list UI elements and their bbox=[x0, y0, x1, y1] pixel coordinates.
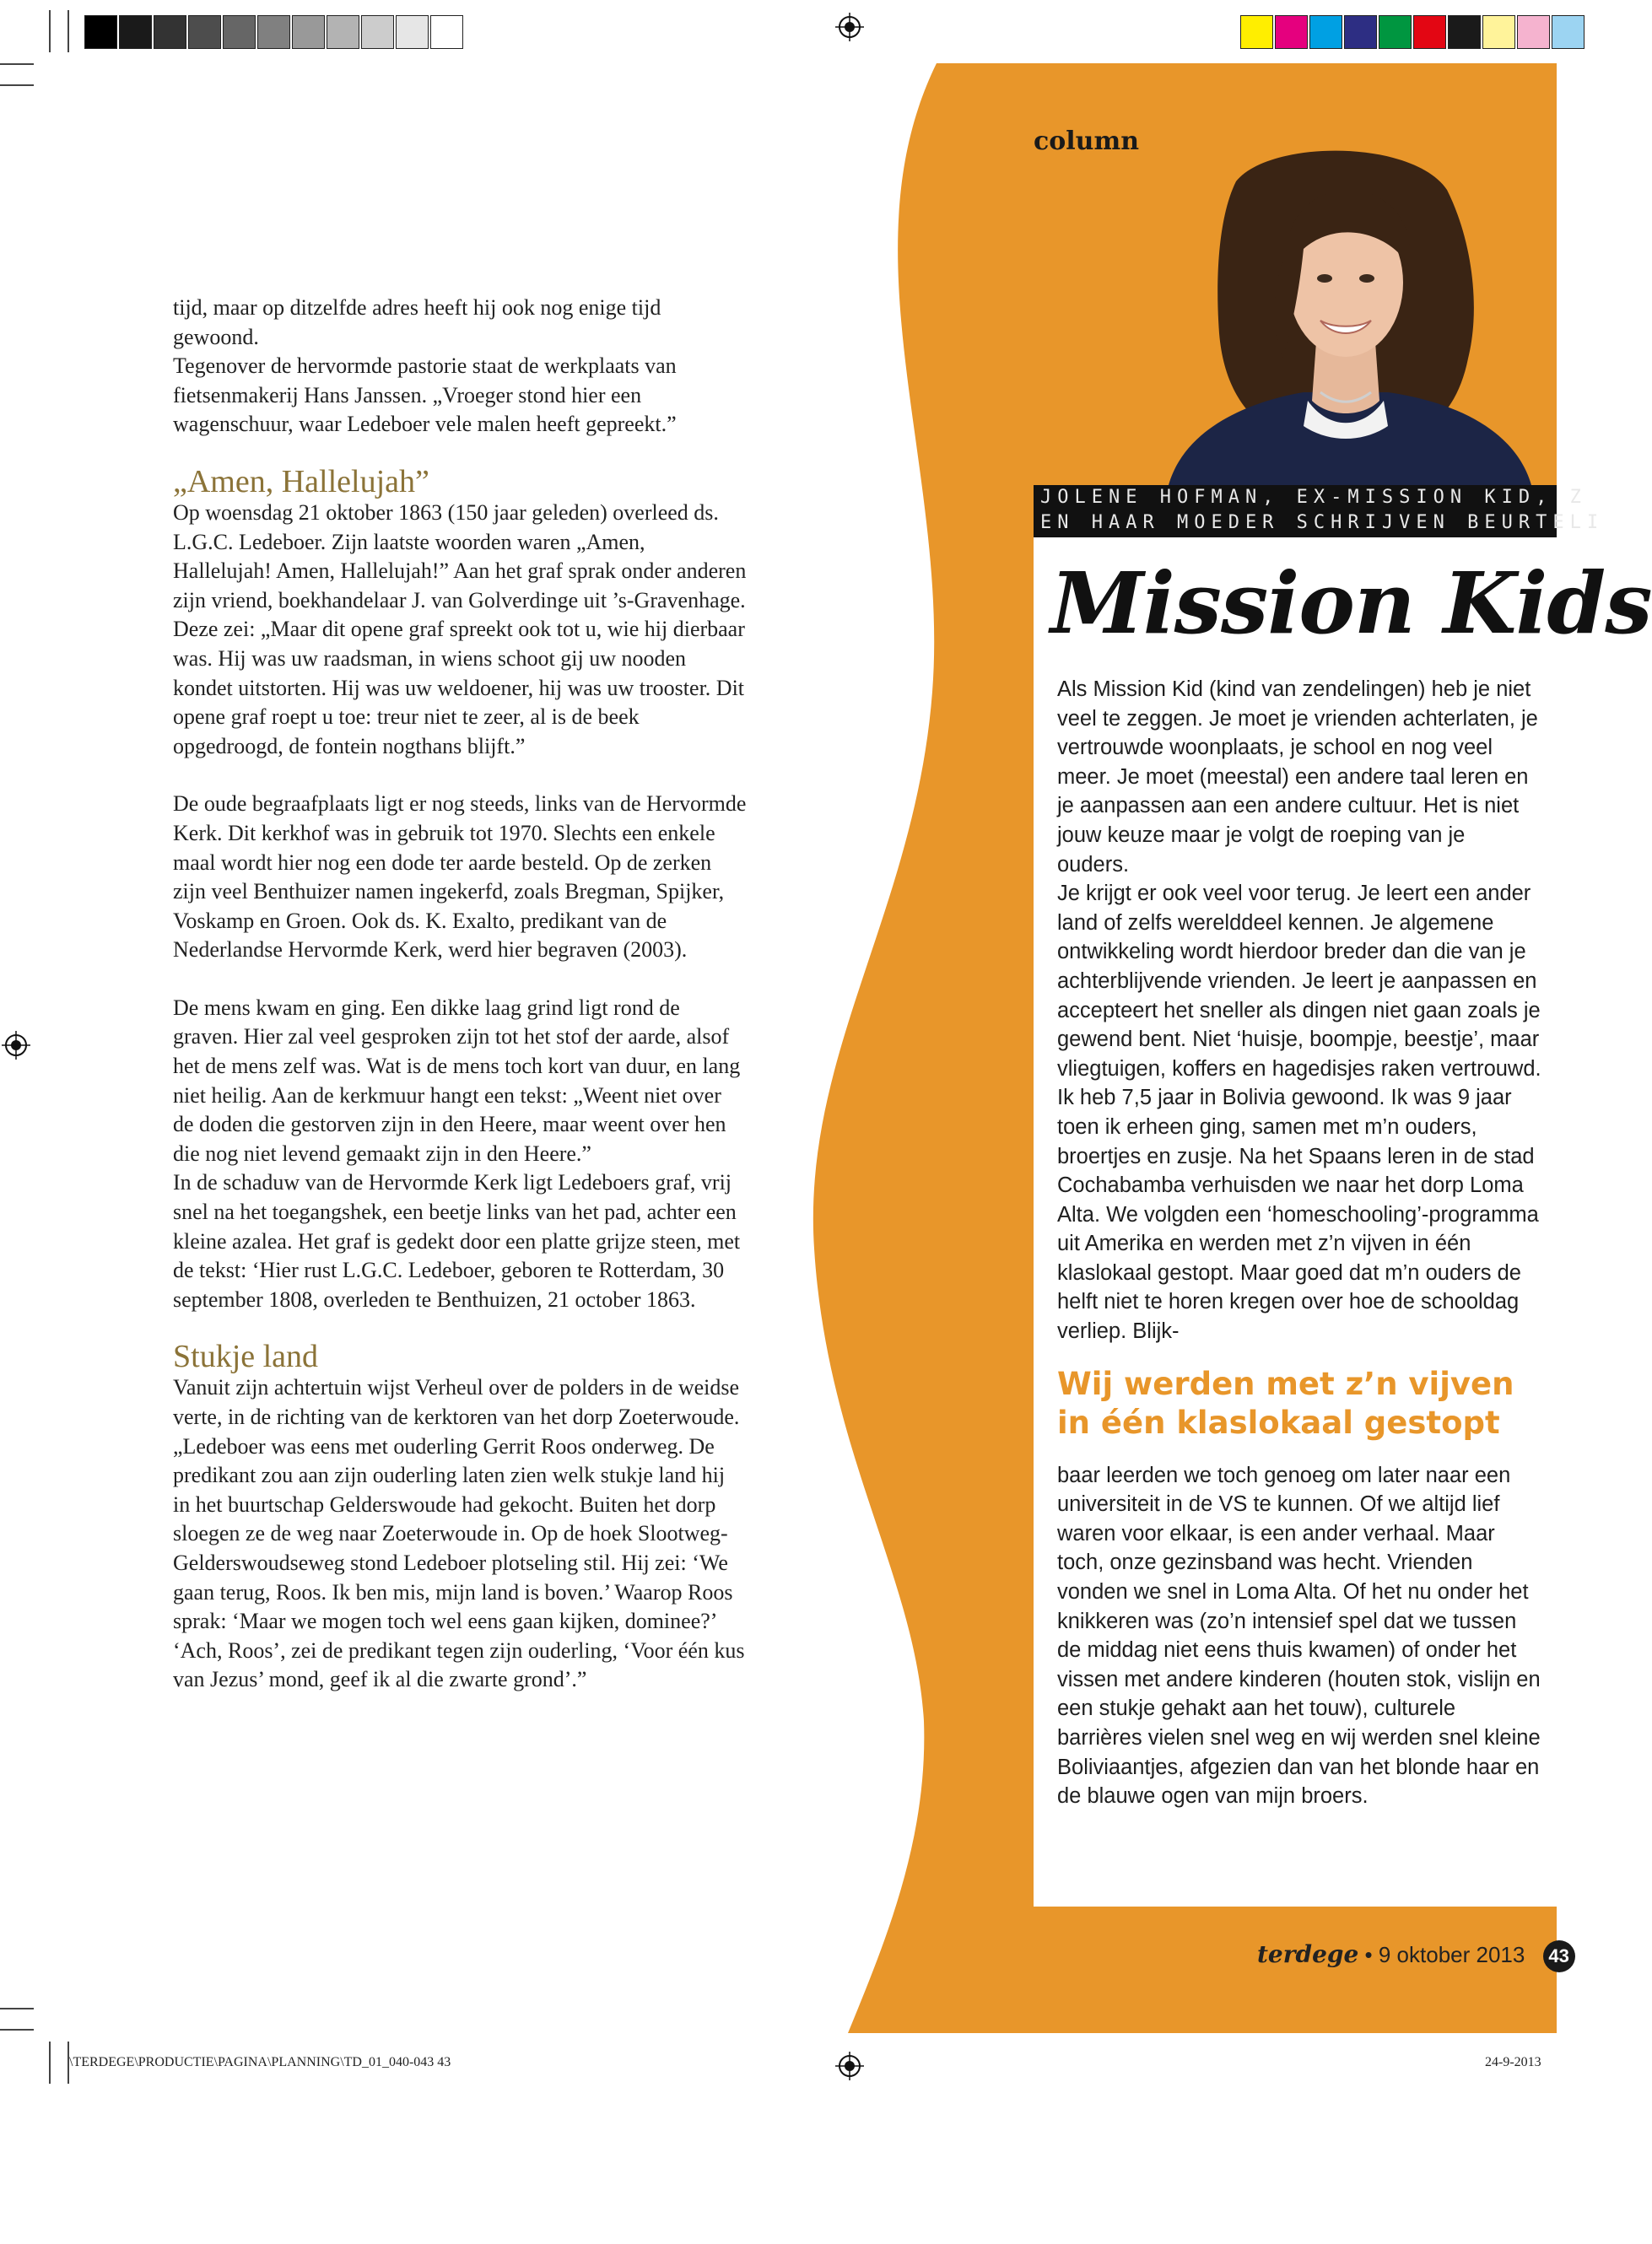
paragraph-gap bbox=[173, 965, 747, 994]
article-paragraph: Tegenover de hervormde pastorie staat de werkplaats van fietsenmakerij Hans Janssen. „Vroeger stond hier een wagenschuur, waar Ledeboer vele malen heeft gepreekt.” bbox=[173, 353, 677, 437]
column-paragraph: baar leerden we toch genoeg om later naar een universiteit in de VS te kunnen. Of we altijd lief waren voor elkaar, is een ander verhaal. Maar toch, onze gezinsband was hecht. Vrienden vonden we snel in Loma Alta. Of het nu onder het knikkeren was (zo’n intensief spel dat we tussen de middag niet eens thuis kwamen) of onder het vissen met andere kinderen (houten stok, vislijn en een stukje gehakt aan het touw), culturele barrières vielen snel weg en wij werden snel kleine Boliviaantjes, afgezien dan van het blonde haar en de blauwe ogen van mijn broers. bbox=[1057, 1463, 1541, 1809]
article-paragraph: tijd, maar op ditzelfde adres heeft hij ook nog enige tijd gewoond. bbox=[173, 295, 661, 349]
page-number-badge: 43 bbox=[1543, 1940, 1575, 1972]
color-swatch bbox=[257, 15, 290, 49]
crop-mark bbox=[0, 63, 34, 65]
crop-mark bbox=[0, 84, 34, 86]
article-paragraph: In de schaduw van de Hervormde Kerk ligt Ledeboers graf, vrij snel na het toegangshek, een beetje links van het pad, achter een kleine azalea. Het graf is gedekt door een platte grijze steen, met de tekst: ‘Hier rust L.G.C. Ledeboer, geboren te Rotterdam, 30 september 1808, overleden te Benthuizen, 21 october 1863. bbox=[173, 1170, 741, 1312]
color-swatch bbox=[188, 15, 221, 49]
color-swatch bbox=[327, 15, 359, 49]
color-swatch bbox=[361, 15, 394, 49]
registration-mark-icon bbox=[835, 2052, 864, 2080]
section-heading-stukje-land: Stukje land bbox=[173, 1339, 319, 1375]
color-swatch bbox=[119, 15, 152, 49]
intro-paragraphs bbox=[173, 294, 747, 440]
slug-date: 24-9-2013 bbox=[1485, 2055, 1541, 2069]
color-swatch bbox=[1379, 15, 1412, 49]
column-paragraph: Als Mission Kid (kind van zendelingen) heb je niet veel te zeggen. Je moet je vrienden achterlaten, je vertrouwde woonplaats, je school en nog veel meer. Je moet (meestal) een andere taal leren en je aanpassen aan een andere cultuur. Het is niet jouw keuze maar je volgt de roeping van je ouders. bbox=[1057, 677, 1538, 877]
color-swatch bbox=[1517, 15, 1550, 49]
byline-line-2: EN HAAR MOEDER SCHRIJVEN BEURTELI bbox=[1040, 512, 1605, 533]
color-swatch bbox=[1275, 15, 1308, 49]
color-swatch bbox=[430, 15, 463, 49]
page-footer bbox=[1257, 1940, 1575, 1972]
section-heading-amen: „Amen, Hallelujah” bbox=[173, 463, 429, 499]
issue-date: 9 oktober 2013 bbox=[1378, 1942, 1525, 1967]
footer-separator: • bbox=[1364, 1942, 1373, 1967]
color-swatch bbox=[223, 15, 256, 49]
byline-line-1: JOLENE HOFMAN, EX-MISSION KID, Z bbox=[1040, 487, 1587, 508]
color-swatch bbox=[1309, 15, 1342, 49]
crop-mark bbox=[49, 10, 51, 52]
color-swatch bbox=[1344, 15, 1377, 49]
color-swatch bbox=[1448, 15, 1481, 49]
color-swatch bbox=[1482, 15, 1515, 49]
crop-mark bbox=[49, 2042, 51, 2084]
column-paragraphs-after-quote bbox=[1057, 1461, 1542, 1811]
article-left-column bbox=[173, 294, 747, 1695]
column-title: Mission Kids bbox=[1050, 553, 1652, 653]
article-paragraph: Op woensdag 21 oktober 1863 (150 jaar geleden) overleed ds. L.G.C. Ledeboer. Zijn laatste woorden waren „Amen, Hallelujah! Amen, Hallelujah!” Aan het graf sprak onder anderen zijn vriend, boekhandelaar J. van Golverdinge uit ’s-Gravenhage. Deze zei: „Maar dit opene graf spreekt ook tot u, wie hij dierbaar was. Hij was uw raadsman, in wiens schoot gij uw nooden kondet uitstorten. Hij was uw weldoener, hij was uw trooster. Dit opene graf roept u toe: treur niet te zeer, al is de beek opgedroogd, de fontein nogthans blijft.” bbox=[173, 499, 747, 758]
crop-mark bbox=[0, 2008, 34, 2009]
article-paragraph: De mens kwam en ging. Een dikke laag grind ligt rond de graven. Hier zal veel gesproken zijn tot het stof der aarde, alsof het de mens zelf was. Wat is de mens toch kort van duur, en lang niet heilig. Aan de kerkmuur hangt een tekst: „Weent niet over de doden die gestorven zijn in den Heere, maar weent over hen die nog niet levend gemaakt zijn in den Heere.” bbox=[173, 995, 741, 1166]
section1-paragraphs bbox=[173, 499, 747, 1314]
color-swatch bbox=[84, 15, 117, 49]
magazine-brand: terdege bbox=[1257, 1940, 1359, 1968]
slug-file-path: \TERDEGE\PRODUCTIE\PAGINA\PLANNING\TD_01_040-043 43 bbox=[69, 2055, 451, 2069]
color-swatch bbox=[1240, 15, 1273, 49]
section2-paragraphs bbox=[173, 1373, 747, 1695]
column-label: column bbox=[1034, 127, 1140, 156]
registration-mark-icon bbox=[2, 1031, 30, 1060]
column-body-text bbox=[1057, 675, 1542, 1811]
article-paragraph: Vanuit zijn achtertuin wijst Verheul over de polders in de weidse verte, in de richting van de kerktoren van het dorp Zoeterwoude. „Ledeboer was eens met ouderling Gerrit Roos onderweg. De predikant zou aan zijn ouderling laten zien welk stukje land hij in het buurtschap Gelderswoude had gekocht. Buiten het dorp sloegen ze de weg naar Zoeterwoude in. Op de hoek Slootweg-Gelderswoudseweg stond Ledeboer plotseling stil. Hij zei: ‘We gaan terug, Roos. Ik ben mis, mijn land is boven.’ Waarop Roos sprak: ‘Maar we mogen toch wel eens gaan kijken, dominee?’ ‘Ach, Roos’, zei de predikant tegen zijn ouderling, ‘Voor één kus van Jezus’ mond, geef ik al die zwarte grond’.” bbox=[173, 1375, 745, 1692]
column-paragraph: Je krijgt er ook veel voor terug. Je leert een ander land of zelfs werelddeel kennen. Je algemene ontwikkeling wordt hierdoor breder dan die van je achterblijvende vrienden. Je leert je aanpassen en accepteert het sneller als dingen niet gaan zoals je gewend bent. Niet ‘huisje, boompje, beestje’, maar vliegtuigen, koffers en hagedisjes raken vertrouwd. Ik heb 7,5 jaar in Bolivia gewoond. Ik was 9 jaar toen ik erheen ging, samen met m’n ouders, broertjes en zusje. Na het Spaans leren in de stad Cochabamba verhuisden we naar het dorp Loma Alta. We volgden een ‘homeschooling’-programma uit Amerika en werden met z’n vijven in één klaslokaal gestopt. Maar goed dat m’n ouders de helft niet te horen kregen over hoe de schooldag verliep. Blijk- bbox=[1057, 882, 1541, 1344]
registration-mark-icon bbox=[835, 13, 864, 41]
article-paragraph: De oude begraafplaats ligt er nog steeds, links van de Hervormde Kerk. Dit kerkhof was in gebruik tot 1970. Slechts een enkele maal wordt hier nog een dode ter aarde besteld. Op de zerken zijn veel Benthuizer namen ingekerfd, zoals Bregman, Spijker, Voskamp en Groen. Ook ds. K. Exalto, predikant van de Nederlandse Hervormde Kerk, werd hier begraven (2003). bbox=[173, 791, 747, 963]
color-swatch bbox=[1552, 15, 1585, 49]
color-swatch bbox=[1413, 15, 1446, 49]
author-portrait-photo bbox=[1135, 148, 1557, 485]
paragraph-gap bbox=[173, 761, 747, 790]
color-swatch bbox=[396, 15, 429, 49]
column-paragraphs-before-quote bbox=[1057, 675, 1542, 1346]
crop-mark bbox=[67, 10, 69, 52]
crop-mark bbox=[0, 2029, 34, 2031]
pull-quote: Wij werden met z’n vijven in één klaslokaal gestopt bbox=[1057, 1365, 1514, 1441]
byline-strip bbox=[1034, 485, 1605, 537]
color-swatch bbox=[154, 15, 186, 49]
color-swatch bbox=[292, 15, 325, 49]
